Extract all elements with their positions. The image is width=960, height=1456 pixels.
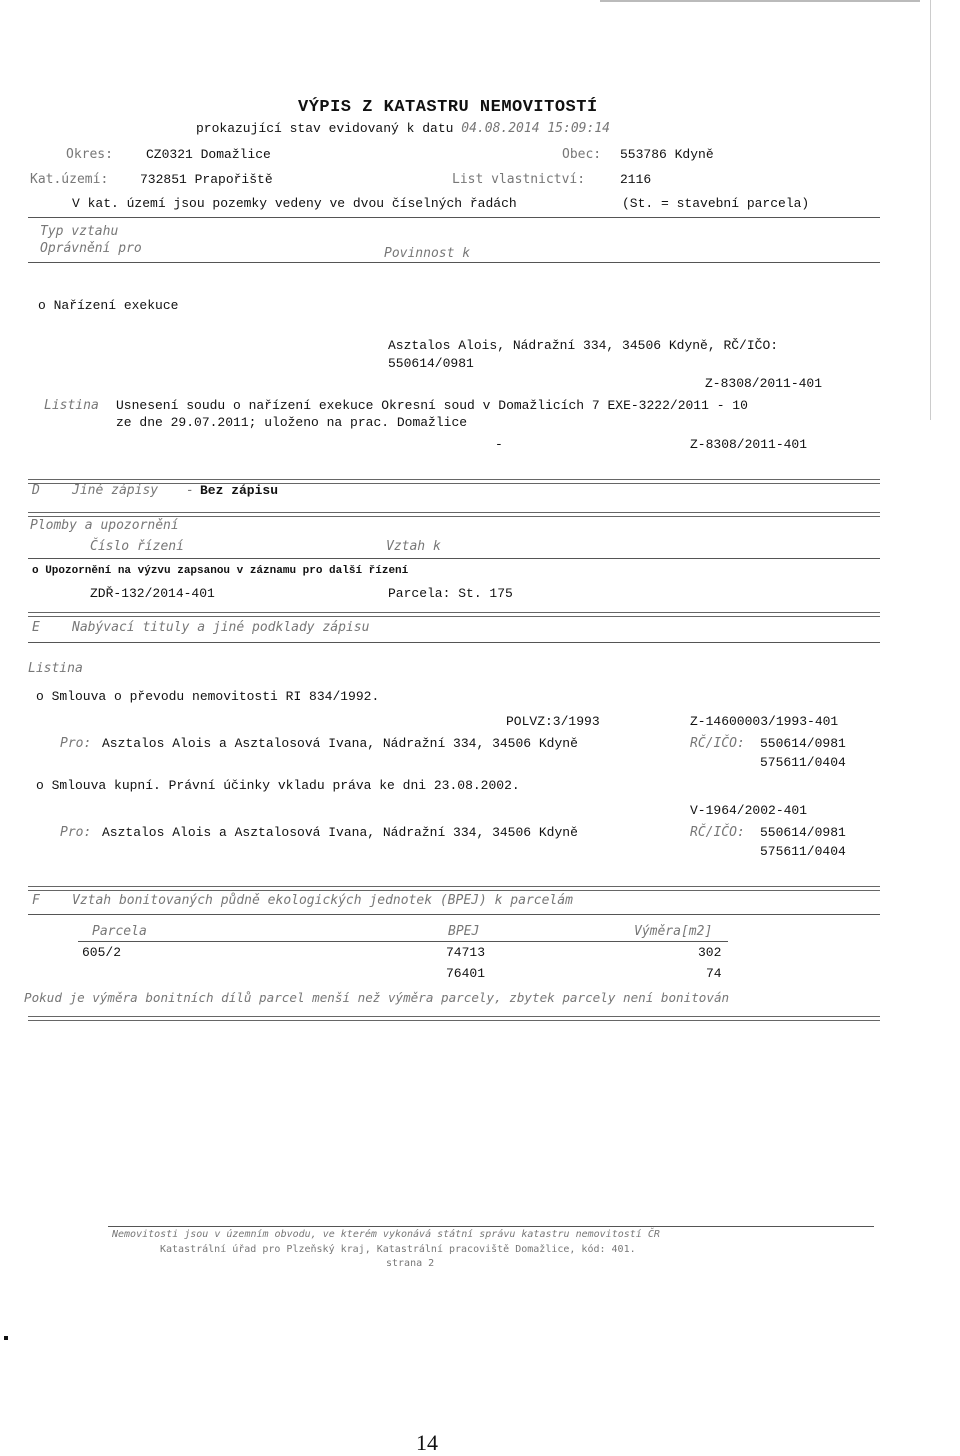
section-divider xyxy=(28,1016,880,1021)
rizeni-number: ZDŘ-132/2014-401 xyxy=(90,586,215,601)
polvz: POLVZ:3/1993 xyxy=(506,714,600,729)
section-d-letter: D xyxy=(32,483,40,498)
listina-label-e: Listina xyxy=(28,661,83,676)
col-vymera: Výměra[m2] xyxy=(634,924,713,939)
section-f-title: Vztah bonitovaných půdně ekologických jednotek (BPEJ) k parcelám xyxy=(72,893,573,908)
section-d-sep: - xyxy=(186,483,194,498)
item-smlouva-kupni: o Smlouva kupní. Právní účinky vkladu práva ke dni 23.08.2002. xyxy=(36,778,520,793)
margin-dot xyxy=(4,1336,8,1340)
lv-label: List vlastnictví: xyxy=(452,172,586,187)
scan-edge-top xyxy=(600,0,920,2)
section-d-value: Bez zápisu xyxy=(200,483,279,498)
listina-line-2: ze dne 29.07.2011; uloženo na prac. Domažlice xyxy=(116,415,468,430)
rc-label-2: RČ/IČO: xyxy=(690,825,745,840)
divider xyxy=(28,558,880,559)
section-divider xyxy=(28,612,880,617)
ref-number-2: Z-8308/2011-401 xyxy=(690,437,808,452)
ref-number-1: Z-8308/2011-401 xyxy=(705,376,823,391)
item-upozorneni: o Upozornění na výzvu zapsanou v záznamu pro další řízení xyxy=(32,565,409,577)
section-divider xyxy=(28,512,880,517)
col-bpej: BPEJ xyxy=(448,924,480,939)
subtitle xyxy=(196,121,610,136)
subtitle-date: 04.08.2014 15:09:14 xyxy=(461,121,610,136)
cadastre-note-st: (St. = stavební parcela) xyxy=(622,196,810,211)
footer-divider xyxy=(108,1226,874,1227)
section-divider xyxy=(28,886,880,891)
table-header-line xyxy=(78,941,728,942)
col-typ-vztahu: Typ vztahu xyxy=(40,224,119,239)
bpej-row-2-vymera: 74 xyxy=(706,966,722,981)
rc-value-1a: 550614/0981 xyxy=(760,736,846,751)
subtitle-prefix: prokazující stav evidovaný k datu xyxy=(196,121,454,136)
footer-line-2: Katastrální úřad pro Plzeňský kraj, Katastrální pracoviště Domažlice, kód: 401. xyxy=(160,1244,636,1255)
pro-label-2: Pro: xyxy=(60,825,92,840)
bpej-note: Pokud je výměra bonitních dílů parcel menší než výměra parcely, zbytek parcely není bonitován xyxy=(24,990,730,1005)
section-d-title: Jiné zápisy xyxy=(72,483,159,498)
rc-value-2b: 575611/0404 xyxy=(760,844,846,859)
pro-value-2: Asztalos Alois a Asztalosová Ivana, Nádražní 334, 34506 Kdyně xyxy=(102,825,578,840)
item-narizeni-exekuce: o Nařízení exekuce xyxy=(38,298,179,313)
owner-line-2: 550614/0981 xyxy=(388,356,474,371)
page-number: 14 xyxy=(416,1430,438,1455)
col-povinnost-k: Povinnost k xyxy=(384,246,471,261)
page-title: VÝPIS Z KATASTRU NEMOVITOSTÍ xyxy=(298,98,598,117)
bpej-row-2-bpej: 76401 xyxy=(446,966,486,981)
obec-value: 553786 Kdyně xyxy=(620,147,714,162)
bpej-row-1-bpej: 74713 xyxy=(446,945,486,960)
col-cislo-rizeni: Číslo řízení xyxy=(90,539,184,554)
ref-item1: Z-14600003/1993-401 xyxy=(690,714,839,729)
divider xyxy=(28,217,880,218)
okres-value: CZ0321 Domažlice xyxy=(146,147,271,162)
bpej-row-1-vymera: 302 xyxy=(698,945,722,960)
ref-item2: V-1964/2002-401 xyxy=(690,803,808,818)
section-e-letter: E xyxy=(32,620,40,635)
katuz-label: Kat.území: xyxy=(30,172,109,187)
rc-label-1: RČ/IČO: xyxy=(690,736,745,751)
owner-line-1: Asztalos Alois, Nádražní 334, 34506 Kdyně, RČ/IČO: xyxy=(388,338,779,353)
obec-label: Obec: xyxy=(562,147,602,162)
divider xyxy=(28,642,880,643)
rc-value-1b: 575611/0404 xyxy=(760,755,846,770)
katuz-value: 732851 Prapořiště xyxy=(140,172,273,187)
col-opravneni-pro: Oprávnění pro xyxy=(40,241,142,256)
col-vztah-k: Vztah k xyxy=(386,539,441,554)
pro-label-1: Pro: xyxy=(60,736,92,751)
lv-value: 2116 xyxy=(620,172,652,187)
dash: - xyxy=(495,437,503,452)
section-e-title: Nabývací tituly a jiné podklady zápisu xyxy=(72,620,370,635)
bpej-row-1-parcela: 605/2 xyxy=(82,945,122,960)
footer-line-1: Nemovitosti jsou v územním obvodu, ve kterém vykonává státní správu katastru nemovitostí ČR xyxy=(112,1229,660,1240)
listina-line-1: Usnesení soudu o nařízení exekuce Okresní soud v Domažlicích 7 EXE-3222/2011 - 10 xyxy=(116,398,748,413)
scan-edge-right xyxy=(930,0,931,420)
divider xyxy=(28,914,880,915)
rc-value-2a: 550614/0981 xyxy=(760,825,846,840)
footer-line-3: strana 2 xyxy=(386,1258,435,1269)
pro-value-1: Asztalos Alois a Asztalosová Ivana, Nádražní 334, 34506 Kdyně xyxy=(102,736,578,751)
listina-label: Listina xyxy=(44,398,99,413)
cadastre-note: V kat. území jsou pozemky vedeny ve dvou číselných řadách xyxy=(72,196,517,211)
col-parcela: Parcela xyxy=(92,924,147,939)
okres-label: Okres: xyxy=(66,147,113,162)
plomby-title: Plomby a upozornění xyxy=(30,518,179,533)
parcela-ref: Parcela: St. 175 xyxy=(388,586,513,601)
section-f-letter: F xyxy=(32,893,40,908)
item-smlouva-prevod: o Smlouva o převodu nemovitosti RI 834/1992. xyxy=(36,689,380,704)
divider xyxy=(28,262,880,263)
